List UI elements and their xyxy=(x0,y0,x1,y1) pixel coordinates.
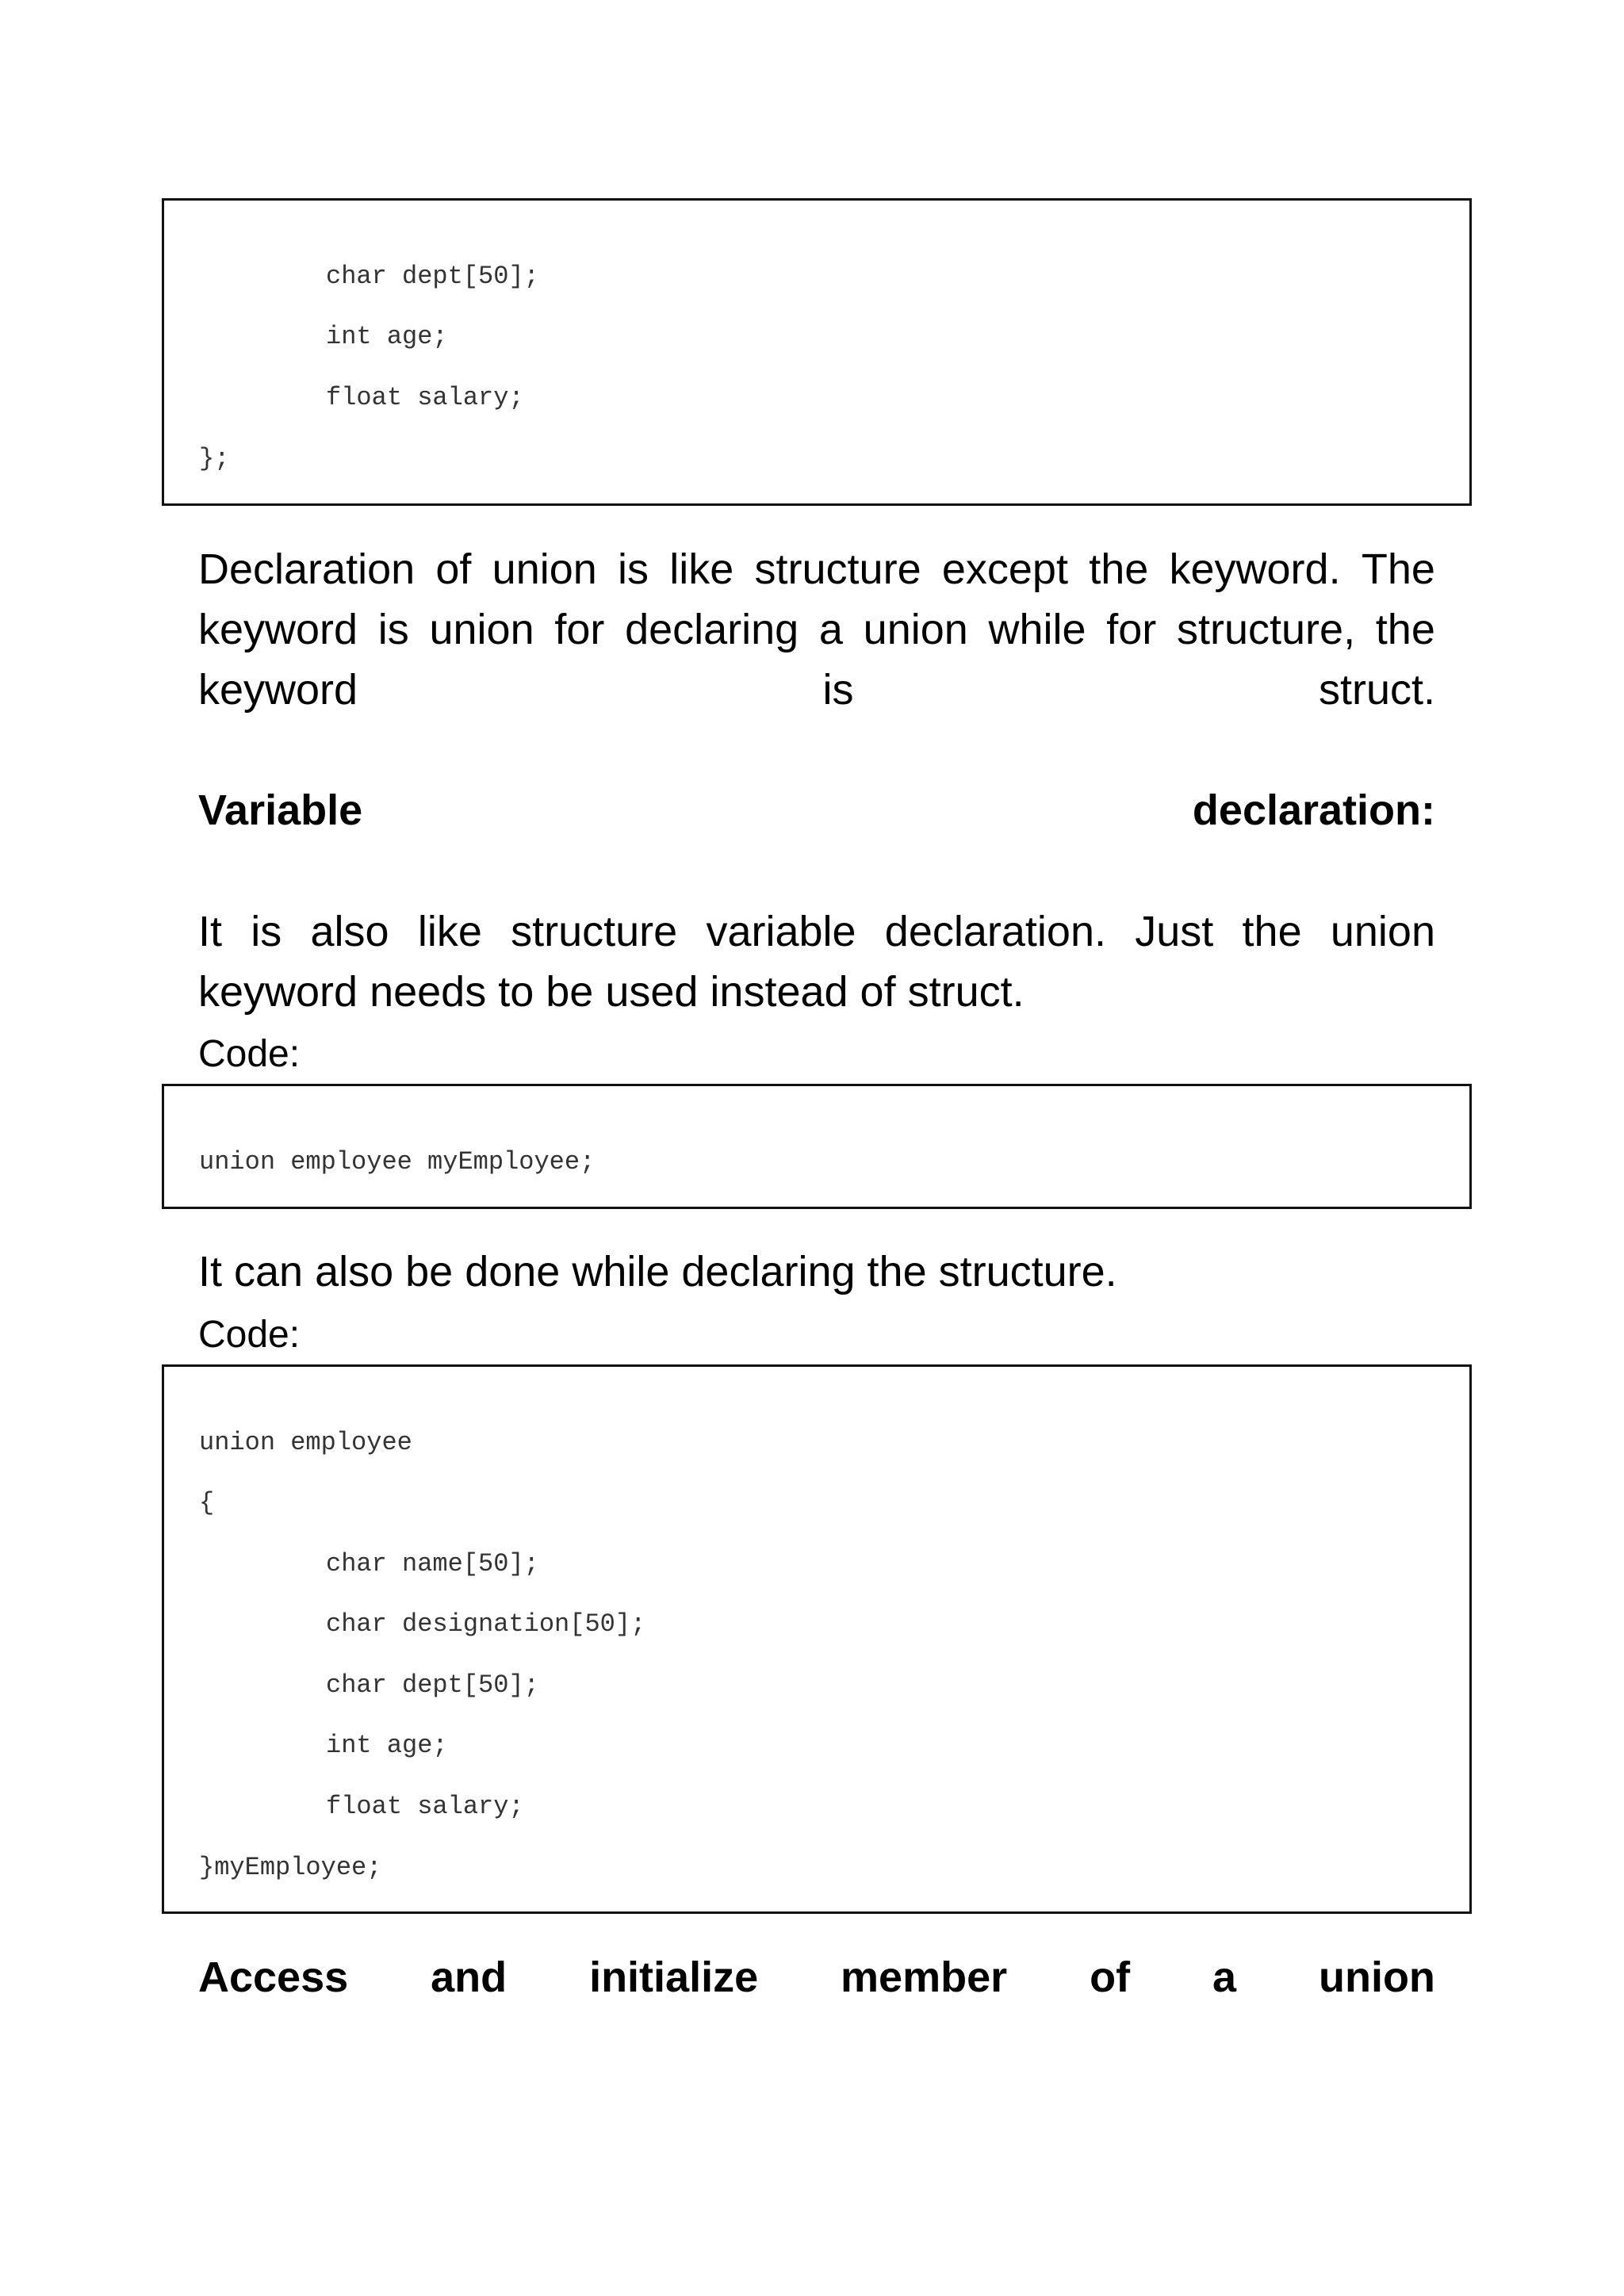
code-line: char dept[50]; xyxy=(326,1670,539,1700)
code-line: }; xyxy=(199,444,230,473)
paragraph-line: It is also like structure variable declaration. Just the union xyxy=(198,908,1435,955)
paragraph-line: keyword is union for declaring a union while for structure, the xyxy=(198,606,1435,653)
code-line: int age; xyxy=(326,1731,448,1760)
code-line: { xyxy=(199,1488,215,1517)
code-line: float salary; xyxy=(326,1792,524,1821)
paragraph-line: Declaration of union is like structure except the keyword. The xyxy=(198,545,1435,593)
section-heading-variable-declaration: Variable declaration: xyxy=(198,786,1435,834)
paragraph-line: keyword needs to be used instead of struct. xyxy=(198,968,1025,1016)
code-block-variable-declaration xyxy=(162,1084,1472,1209)
code-line: int age; xyxy=(326,322,448,351)
paragraph: It can also be done while declaring the structure. xyxy=(198,1248,1117,1295)
code-line: union employee myEmployee; xyxy=(199,1147,596,1177)
section-heading-access-initialize: Access and initialize member of a union xyxy=(198,1954,1435,2001)
code-line: }myEmployee; xyxy=(199,1853,382,1882)
code-line: union employee xyxy=(199,1428,412,1457)
code-line: float salary; xyxy=(326,383,524,412)
code-line: char designation[50]; xyxy=(326,1609,646,1639)
code-label: Code: xyxy=(198,1033,301,1075)
code-block-struct-tail xyxy=(162,198,1472,506)
code-line: char name[50]; xyxy=(326,1549,539,1578)
code-label: Code: xyxy=(198,1314,301,1356)
code-block-union-with-variable xyxy=(162,1364,1472,1914)
paragraph-line: keyword is struct. xyxy=(198,666,1435,714)
code-line: char dept[50]; xyxy=(326,262,539,291)
